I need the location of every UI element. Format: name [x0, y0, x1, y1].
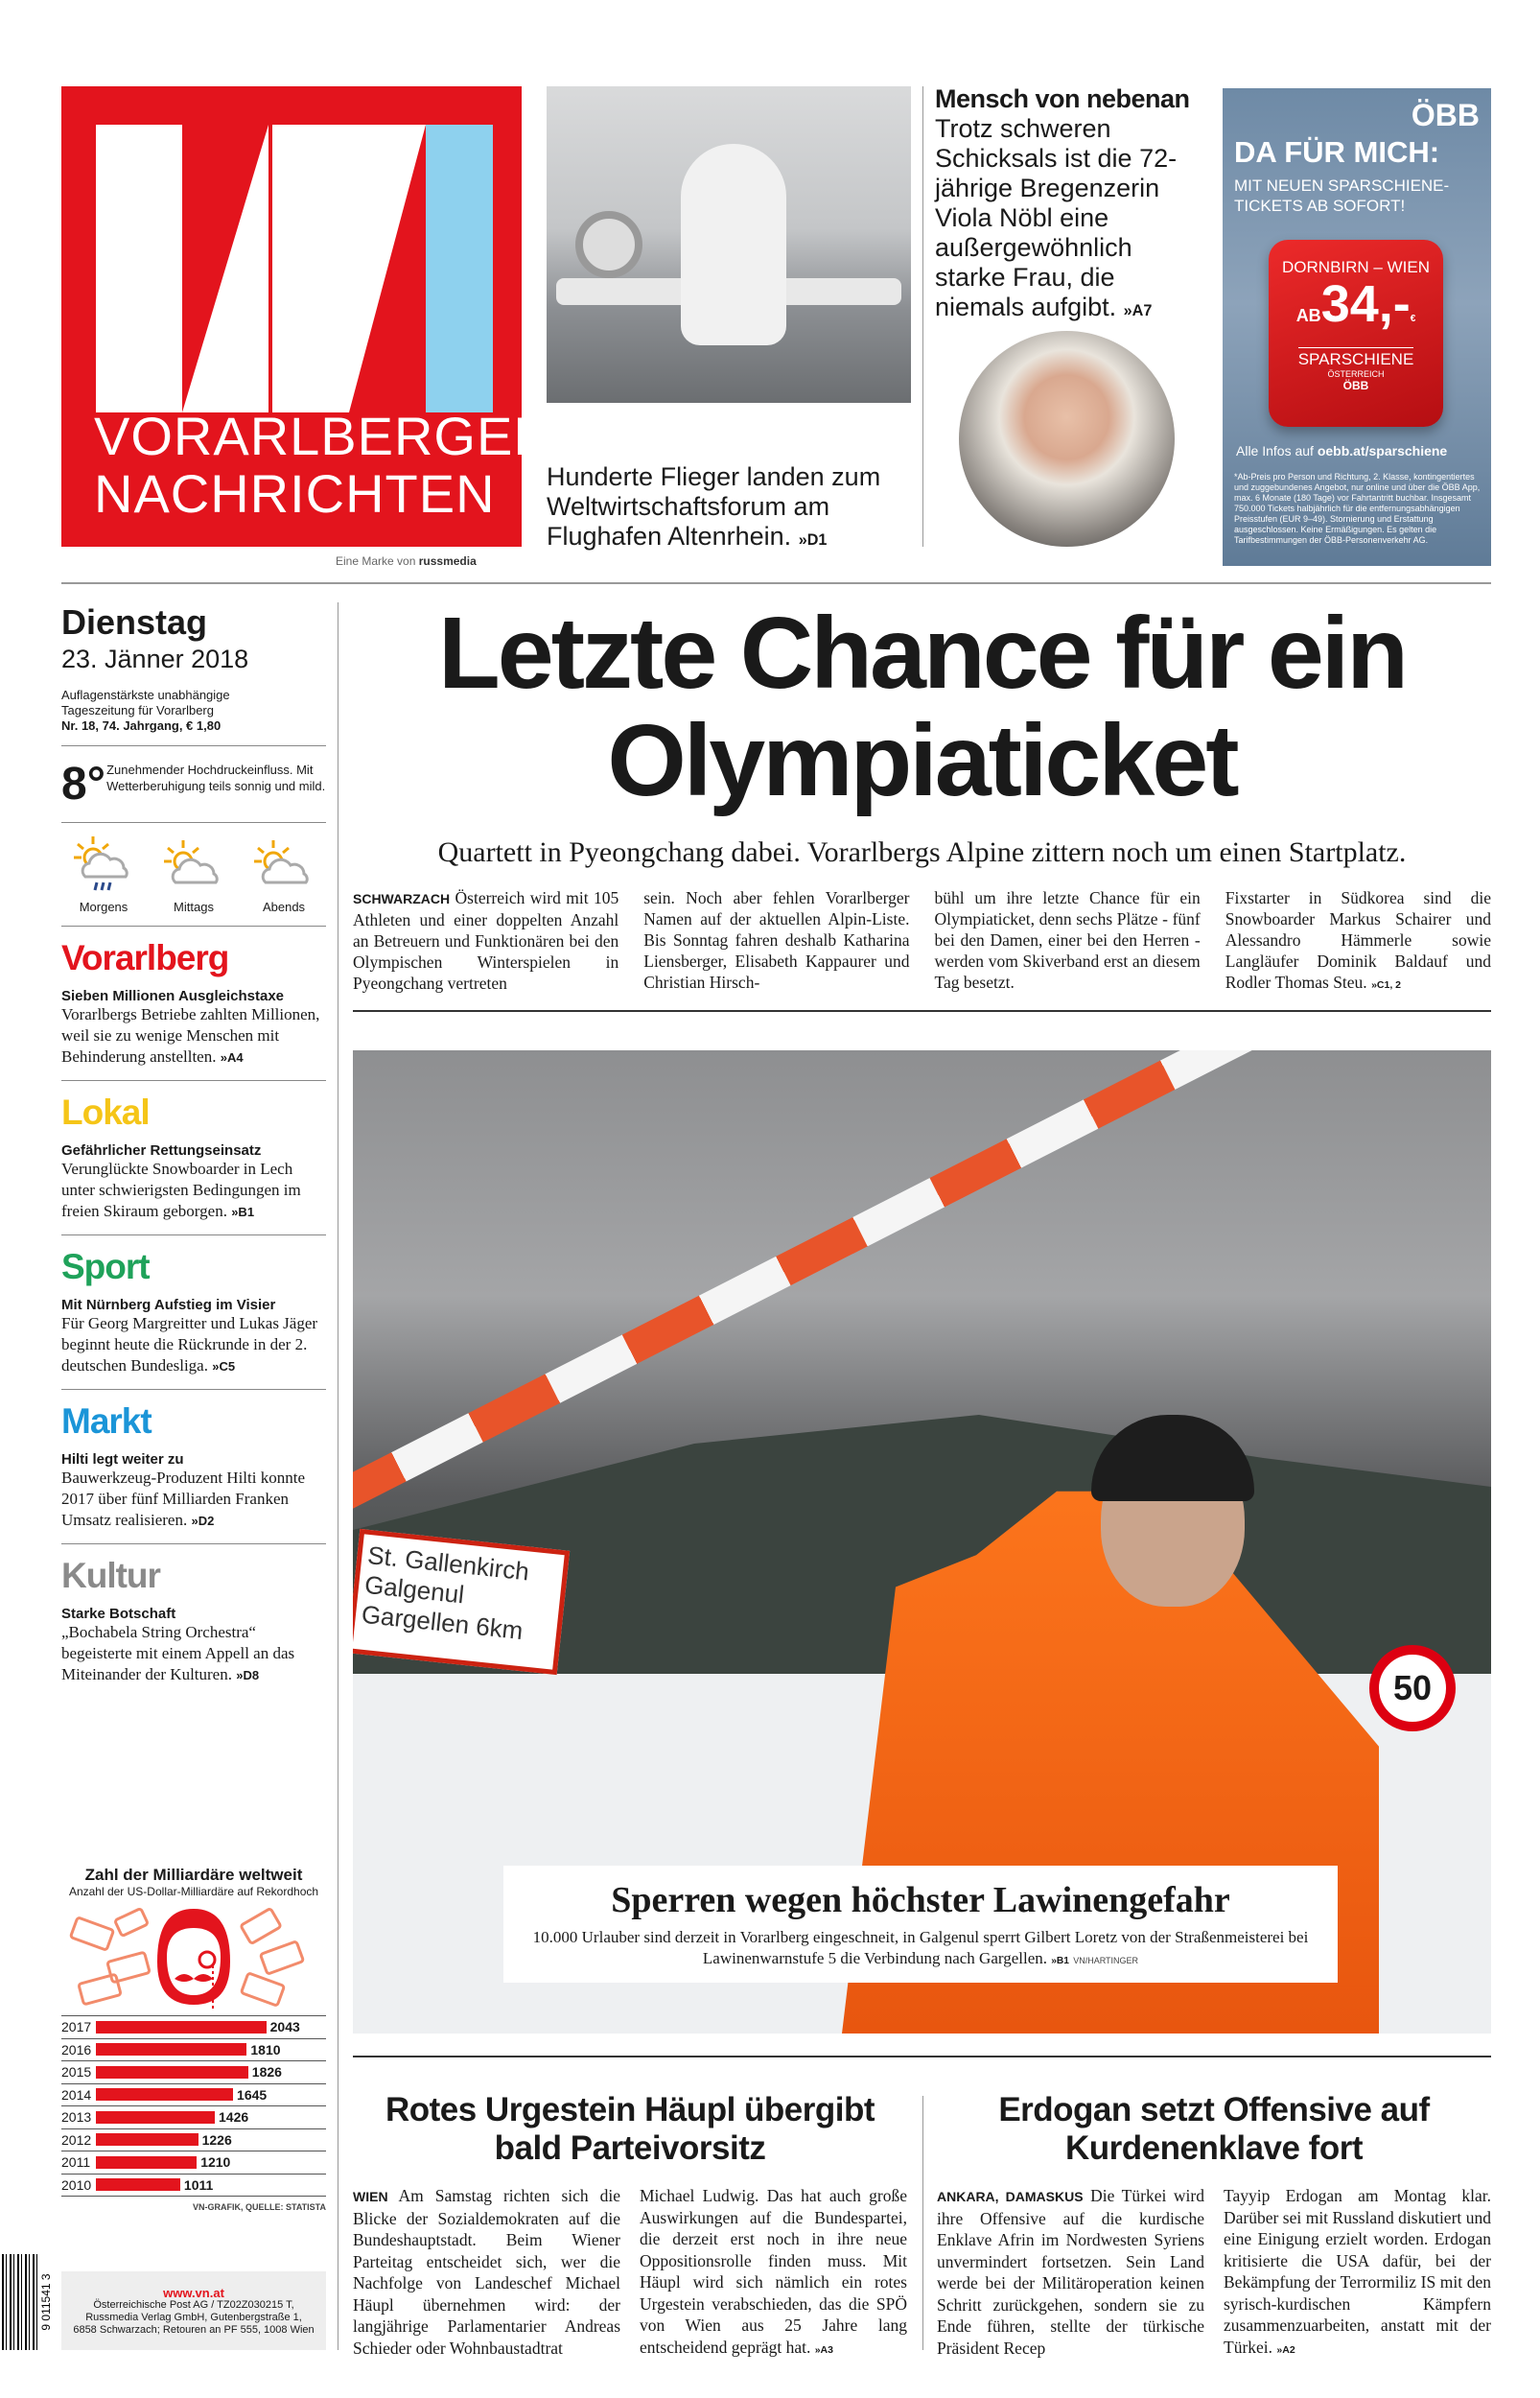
bar-category-label: 2017 [61, 2019, 92, 2035]
forecast-morning [65, 835, 142, 914]
imprint-line: Russmedia Verlag GmbH, Gutenbergstraße 1, [85, 2312, 302, 2323]
forecast-midday [155, 835, 232, 914]
ad-price: 34,- [1320, 275, 1411, 333]
logo-n-stroke-blue [426, 125, 493, 412]
price-tag [1269, 240, 1443, 427]
person-teaser-kicker: Mensch von nebenan [935, 84, 1190, 113]
imprint-line: Österreichische Post AG / TZ02Z030215 T, [93, 2299, 294, 2311]
ad-from: AB [1295, 306, 1321, 325]
chart-row [61, 2174, 326, 2197]
website-link[interactable]: www.vn.at [163, 2286, 224, 2300]
chart-row [61, 2105, 326, 2128]
masthead-line2: NACHRICHTEN [94, 463, 496, 524]
bar-value-label: 1810 [250, 2041, 281, 2057]
chart-row [61, 2151, 326, 2174]
bar [96, 2111, 215, 2124]
divider [61, 822, 326, 823]
caption-text: 10.000 Urlauber sind derzeit in Vorarlberg eingeschneit, in Galgenul sperrt Gilbert Loretz von der Straßenmeisterei bei Lawinenwarnstufe 5 die Verbindung nach Gargellen. [532, 1928, 1309, 1967]
bar-value-label: 1426 [219, 2109, 249, 2126]
article-haeupl [353, 2091, 907, 2361]
bar [96, 2133, 198, 2146]
issue-info: Nr. 18, 74. Jahrgang, € 1,80 [61, 718, 222, 733]
page-ref: »D8 [236, 1668, 260, 1682]
lead-text: Österreich wird mit 105 Athleten und einer doppelten Anzahl an Betreuern und Funktionären bei den Olympischen Winterspielen in Pyeongchang vertreten [353, 888, 619, 993]
section-teasers [61, 938, 326, 1686]
chart-illustration [61, 1904, 326, 2010]
divider [61, 1234, 326, 1235]
town-sign: St. Gallenkirch Galgenul Gargellen 6km [353, 1529, 570, 1675]
chart-row [61, 2015, 326, 2038]
divider [61, 745, 326, 746]
barcode-number [38, 2254, 54, 2350]
plane-engine [575, 211, 642, 278]
obb-logo: ÖBB [1411, 98, 1480, 132]
article-headline[interactable]: Erdogan setzt Offensive auf Kurdenenklave fort [998, 2091, 1430, 2167]
lead-text: Fixstarter in Südkorea sind die Snowboarder Markus Schairer und Alessandro Hämmerle sowie Langläufer Dominik Baldauf und Rodler Thomas Steu. [1225, 888, 1491, 992]
page-ref: »D2 [191, 1514, 215, 1528]
forecast-label: Abends [262, 900, 306, 914]
teaser-text: „Bochabela String Orchestra“ begeisterte mit einem Appell an das Miteinander der Kulturen. [61, 1623, 295, 1683]
plane-teaser[interactable] [547, 462, 911, 555]
bar-category-label: 2015 [61, 2064, 92, 2081]
plane-photo[interactable] [547, 86, 911, 403]
article-text: Die Türkei wird ihre Offensive auf die kurdische Enklave Afrin im Nordwesten Syriens unvermindert fortsetzen. Sein Land werde bei der Militäroperation keinen Schritt zurückgehen, sondern sie zu Ende führen, stellte der türkische Präsident Recep [937, 2186, 1204, 2358]
weather [61, 758, 326, 811]
weather-text: Zunehmender Hochdruckeinfluss. Mit Wetterberuhigung teils sonnig und mild. [106, 763, 326, 793]
speed-limit-sign: 50 [1369, 1645, 1456, 1731]
bar [96, 2066, 248, 2079]
ad-headline: DA FÜR MICH: [1234, 135, 1440, 169]
lead-column [1225, 887, 1491, 996]
section-vorarlberg[interactable] [61, 938, 326, 1069]
ad-currency: € [1410, 314, 1416, 324]
section-markt[interactable] [61, 1401, 326, 1532]
person-teaser[interactable] [935, 84, 1194, 326]
imprint [61, 2271, 326, 2350]
column-divider [922, 86, 923, 547]
bar [96, 2178, 180, 2191]
bar-category-label: 2011 [61, 2154, 91, 2171]
page-ref: »C5 [212, 1359, 236, 1374]
bar [96, 2156, 197, 2169]
article-erdogan [937, 2091, 1491, 2361]
bar-value-label: 1826 [251, 2064, 282, 2081]
section-title[interactable]: Vorarlberg [61, 938, 229, 977]
section-title[interactable]: Markt [61, 1401, 152, 1441]
bar [96, 2088, 233, 2101]
plane-teaser-text: Hunderte Flieger landen zum Weltwirtschaftsforum am Flughafen Altenrhein. [547, 462, 881, 551]
ad-subline: MIT NEUEN SPARSCHIENE-TICKETS AB SOFORT! [1234, 176, 1450, 215]
worker-hat [1091, 1415, 1254, 1501]
divider [61, 582, 1491, 584]
section-kultur[interactable] [61, 1556, 326, 1686]
page-ref: »B1 [1051, 1956, 1069, 1966]
page-ref: »A3 [814, 2343, 833, 2356]
page-ref: »C1, 2 [1371, 979, 1401, 991]
tagline: Auflagenstärkste unabhängige [61, 688, 230, 702]
section-sport[interactable] [61, 1247, 326, 1377]
article-text: Tayyip Erdogan am Montag klar. Darüber sei mit Russland diskutiert und eine Einigung erzielt worden. Erdogan kritisierte die USA dafür, bei der Bekämpfung der Terrormiliz IS mit den syrisch-kurdischen Kämpfern zusammenzuarbeiten, anstatt mit der Türkei. [1224, 2186, 1491, 2357]
bar [96, 2043, 246, 2056]
chart-source: VN-GRAFIK, QUELLE: STATISTA [61, 2196, 326, 2212]
sun-cloud-icon [252, 835, 315, 894]
section-title[interactable]: Lokal [61, 1093, 150, 1132]
bar-category-label: 2013 [61, 2109, 92, 2126]
article-text: Am Samstag richten sich die Blicke der Sozialdemokraten auf die Bundeshauptstadt. Beim Wiener Parteitag entscheidet sich, wer die Nachfolge von Landeschef Michael Häupl übernehmen wird: der langjährige Parlamentarier Andreas Schieder oder Wohnbaustadtrat [353, 2186, 620, 2358]
ad-route: DORNBIRN – WIEN [1282, 258, 1430, 276]
page-ref: »A4 [220, 1050, 244, 1065]
edition-day: Dienstag [61, 602, 208, 642]
temperature: 8° [61, 759, 105, 810]
bar-category-label: 2012 [61, 2131, 92, 2148]
lead-headline[interactable]: Letzte Chance für ein Olympiaticket [438, 597, 1406, 817]
teaser-title: Starke Botschaft [61, 1606, 176, 1622]
edition-meta [61, 688, 326, 734]
monocle-man-icon [61, 1904, 326, 2010]
logo-n-stroke [272, 125, 349, 412]
section-lokal[interactable] [61, 1093, 326, 1223]
teaser-text: Bauwerkzeug-Produzent Hilti konnte 2017 über fünf Milliarden Franken Umsatz realisieren. [61, 1469, 305, 1529]
chart-title: Zahl der Milliardäre weltweit [84, 1866, 303, 1884]
article-text: Michael Ludwig. Das hat auch große Auswirkungen auf die Bundespartei, die derzeit erst noch in ihre neue Oppositionsrolle finden muss. Mit Häupl wird sich nämlich ein rotes Urgestein verabschieden, das die SPÖ von Wien aus 25 Jahre lang entscheidend geprägt hat. [640, 2186, 907, 2357]
lead-body [353, 887, 1491, 996]
page-ref: »A2 [1276, 2343, 1295, 2356]
sun-cloud-rain-icon [72, 835, 135, 894]
barcode [2, 2254, 38, 2350]
obb-advertisement[interactable] [1223, 88, 1491, 566]
edition-date: 23. Jänner 2018 [61, 645, 249, 673]
bar-category-label: 2010 [61, 2176, 92, 2193]
logo-v-diagonal [182, 125, 268, 412]
sun-cloud-icon [162, 835, 225, 894]
section-title[interactable]: Kultur [61, 1556, 160, 1595]
ad-info-prefix: Alle Infos auf [1236, 443, 1314, 458]
logo-n-diagonal [349, 125, 426, 412]
bar-value-label: 1226 [201, 2131, 232, 2148]
page-ref: »A7 [1123, 302, 1153, 319]
ad-fine-print: *Ab-Preis pro Person und Richtung, 2. Klasse, kontingentiertes und zuggebundenes Angebot, nur online und über die ÖBB App, max. 6 Monate (180 Tage) vor Fahrtantritt buchbar. Insgesamt 750.000 Tickets halbjährlich für die entfernungsabhängigen Preisstufen (EUR 9–49). Stornierung und Erstattung ausgeschlossen. Keine Ermäßigungen. Es gelten die Tarifbestimmungen der ÖBB-Personenverkehr AG. [1234, 472, 1481, 545]
teaser-text: Verunglückte Snowboarder in Lech unter schwierigsten Bedingungen im freien Skiraum geborgen. [61, 1160, 301, 1220]
teaser-text: Vorarlbergs Betriebe zahlten Millionen, weil sie zu wenige Menschen mit Behinderung anstellten. [61, 1005, 320, 1066]
bar-category-label: 2014 [61, 2086, 92, 2103]
plane-fuselage [681, 144, 786, 345]
masthead-name [94, 408, 553, 523]
dateline: ANKARA, DAMASKUS [937, 2189, 1084, 2204]
forecast-evening [245, 835, 322, 914]
chart-row [61, 2128, 326, 2151]
forecast-label: Mittags [174, 900, 214, 914]
lead-column: sein. Noch aber fehlen Vorarlberger Namen auf der aktuellen Alpin-Liste. Bis Sonntag fahren deshalb Katharina Liensberger, Elisabeth Kappaurer und Christian Hirsch- [643, 888, 910, 992]
page-ref: »B1 [231, 1205, 255, 1219]
lead-column [353, 887, 618, 996]
masthead-line1: VORARLBERGER [94, 406, 553, 466]
bar-value-label: 1210 [200, 2154, 231, 2171]
divider [353, 2056, 1491, 2057]
teaser-title: Hilti legt weiter zu [61, 1451, 184, 1468]
chart-row [61, 2060, 326, 2083]
bar-value-label: 2043 [269, 2019, 300, 2035]
barcode-digits: 9 011541 3 [39, 2273, 53, 2331]
photo-caption [503, 1866, 1338, 1983]
lead-subhead: Quartett in Pyeongchang dabei. Vorarlbergs Alpine zittern noch um einen Startplatz. [437, 836, 1407, 868]
page-ref: »D1 [798, 531, 828, 549]
russmedia-brand: russmedia [418, 554, 477, 568]
divider [61, 1543, 326, 1544]
forecast-label: Morgens [79, 900, 128, 914]
vn-logo[interactable] [61, 86, 553, 547]
brand-note [336, 554, 477, 568]
ad-country: ÖSTERREICH [1327, 369, 1385, 379]
chart-subtitle: Anzahl der US-Dollar-Milliardäre auf Rekordhoch [68, 1885, 319, 1898]
teaser-text: Für Georg Margreitter und Lukas Jäger beginnt heute die Rückrunde in der 2. deutschen Bundesliga. [61, 1314, 318, 1375]
bar-value-label: 1011 [183, 2176, 214, 2193]
bar-category-label: 2016 [61, 2041, 92, 2057]
article-headline[interactable]: Rotes Urgestein Häupl übergibt bald Parteivorsitz [385, 2091, 875, 2167]
chart-row [61, 2038, 326, 2061]
ad-info-link[interactable]: oebb.at/sparschiene [1317, 443, 1448, 458]
divider [61, 926, 326, 927]
billionaires-chart [61, 1866, 326, 2212]
divider [61, 1389, 326, 1390]
divider [353, 1010, 1491, 1012]
bar [96, 2021, 267, 2034]
section-title[interactable]: Sport [61, 1247, 150, 1286]
caption-title[interactable]: Sperren wegen höchster Lawinengefahr [611, 1880, 1230, 1920]
bar-value-label: 1645 [237, 2086, 268, 2103]
teaser-title: Gefährlicher Rettungseinsatz [61, 1142, 262, 1159]
brand-note-label: Eine Marke von [336, 554, 416, 568]
photo-credit: VN/HARTINGER [1073, 1956, 1139, 1965]
column-divider [922, 2096, 923, 2350]
teaser-title: Sieben Millionen Ausgleichstaxe [61, 988, 285, 1004]
chart-row [61, 2083, 326, 2106]
tagline: Tageszeitung für Vorarlberg [61, 703, 214, 717]
portrait-photo [959, 331, 1175, 547]
imprint-line: 6858 Schwarzach; Retouren an PF 555, 1008 Wien [73, 2324, 315, 2336]
sidebar [61, 602, 326, 1686]
dateline: SCHWARZACH [353, 891, 451, 906]
logo-v-stroke [96, 125, 182, 412]
weather-forecast [61, 835, 326, 914]
person-teaser-text: Trotz schweren Schicksals ist die 72-jährige Bregenzerin Viola Nöbl eine außergewöhnlich starke Frau, die niemals aufgibt. [935, 114, 1178, 321]
divider [61, 1080, 326, 1081]
ad-product: SPARSCHIENE [1298, 347, 1414, 369]
ad-tag-logo: ÖBB [1342, 379, 1369, 392]
lead-column: bühl um ihre letzte Chance für ein Olympiaticket, denn sechs Plätze - fünf bei den Damen, einer bei den Herren - werden vom Skiverband erst an diesem Tag besetzt. [934, 888, 1201, 992]
dateline: WIEN [353, 2189, 388, 2204]
chart-bars [61, 2015, 326, 2196]
teaser-title: Mit Nürnberg Aufstieg im Visier [61, 1297, 276, 1313]
